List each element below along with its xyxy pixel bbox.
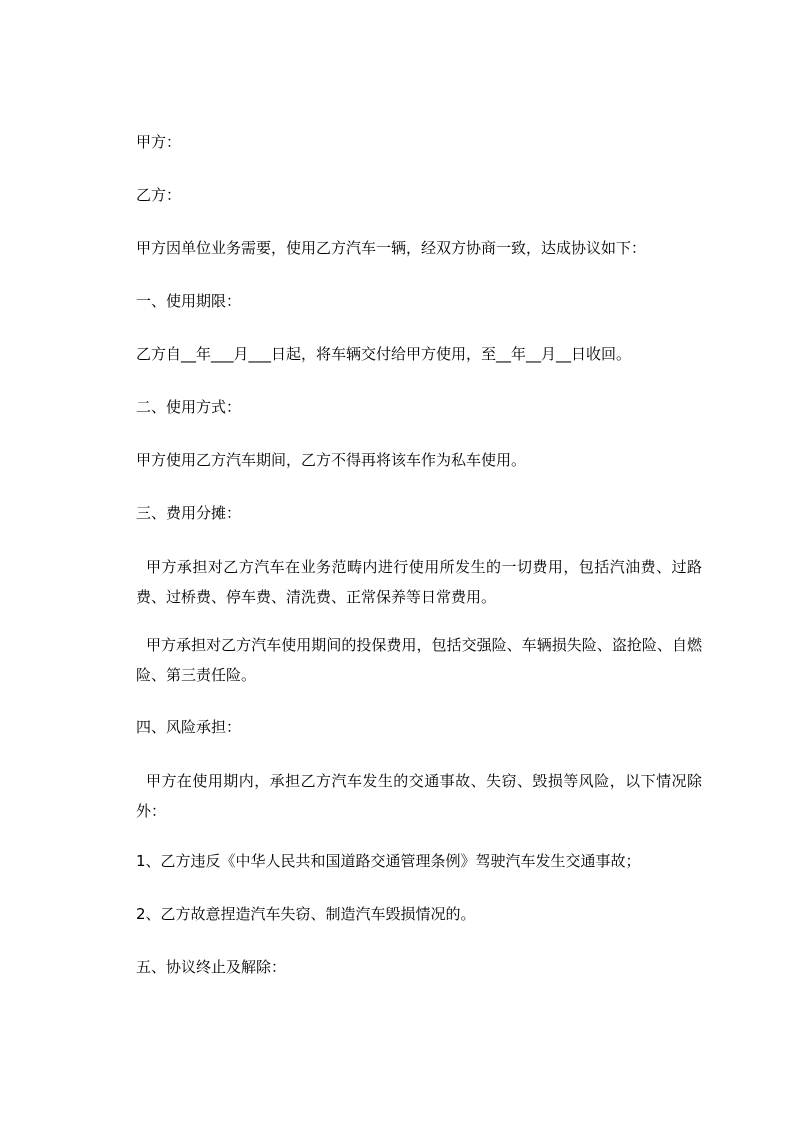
usage-text: 甲方使用乙方汽车期间，乙方不得再将该车作为私车使用。 bbox=[136, 451, 527, 469]
risk-paragraph: 甲方在使用期内，承担乙方汽车发生的交通事故、失窃、毁损等风险，以下情况除外： bbox=[136, 772, 702, 820]
risk-exception-1: 1、乙方违反《中华人民共和国道路交通管理条例》驾驶汽车发生交通事故； bbox=[136, 852, 641, 870]
party-b-label: 乙方： bbox=[136, 186, 182, 204]
section-heading-risk: 四、风险承担： bbox=[136, 718, 242, 736]
intro-text: 甲方因单位业务需要，使用乙方汽车一辆，经双方协商一致，达成协议如下： bbox=[136, 239, 647, 257]
section-heading-usage: 二、使用方式： bbox=[136, 398, 242, 416]
section-heading-termination: 五、协议终止及解除： bbox=[136, 958, 287, 976]
section-heading-term: 一、使用期限： bbox=[136, 292, 242, 310]
risk-exception-2: 2、乙方故意捏造汽车失窃、制造汽车毁损情况的。 bbox=[136, 905, 476, 923]
costs-paragraph-2: 甲方承担对乙方汽车使用期间的投保费用，包括交强险、车辆损失险、盗抢险、自燃险、第三责任险。 bbox=[136, 636, 702, 684]
term-text: 乙方自__年___月___日起，将车辆交付给甲方使用，至__年__月__日收回。 bbox=[136, 345, 632, 363]
costs-paragraph-1: 甲方承担对乙方汽车在业务范畴内进行使用所发生的一切费用，包括汽油费、过路费、过桥费、停车费、清洗费、正常保养等日常费用。 bbox=[136, 558, 702, 606]
party-a-label: 甲方： bbox=[136, 133, 182, 151]
section-heading-costs: 三、费用分摊： bbox=[136, 504, 242, 522]
